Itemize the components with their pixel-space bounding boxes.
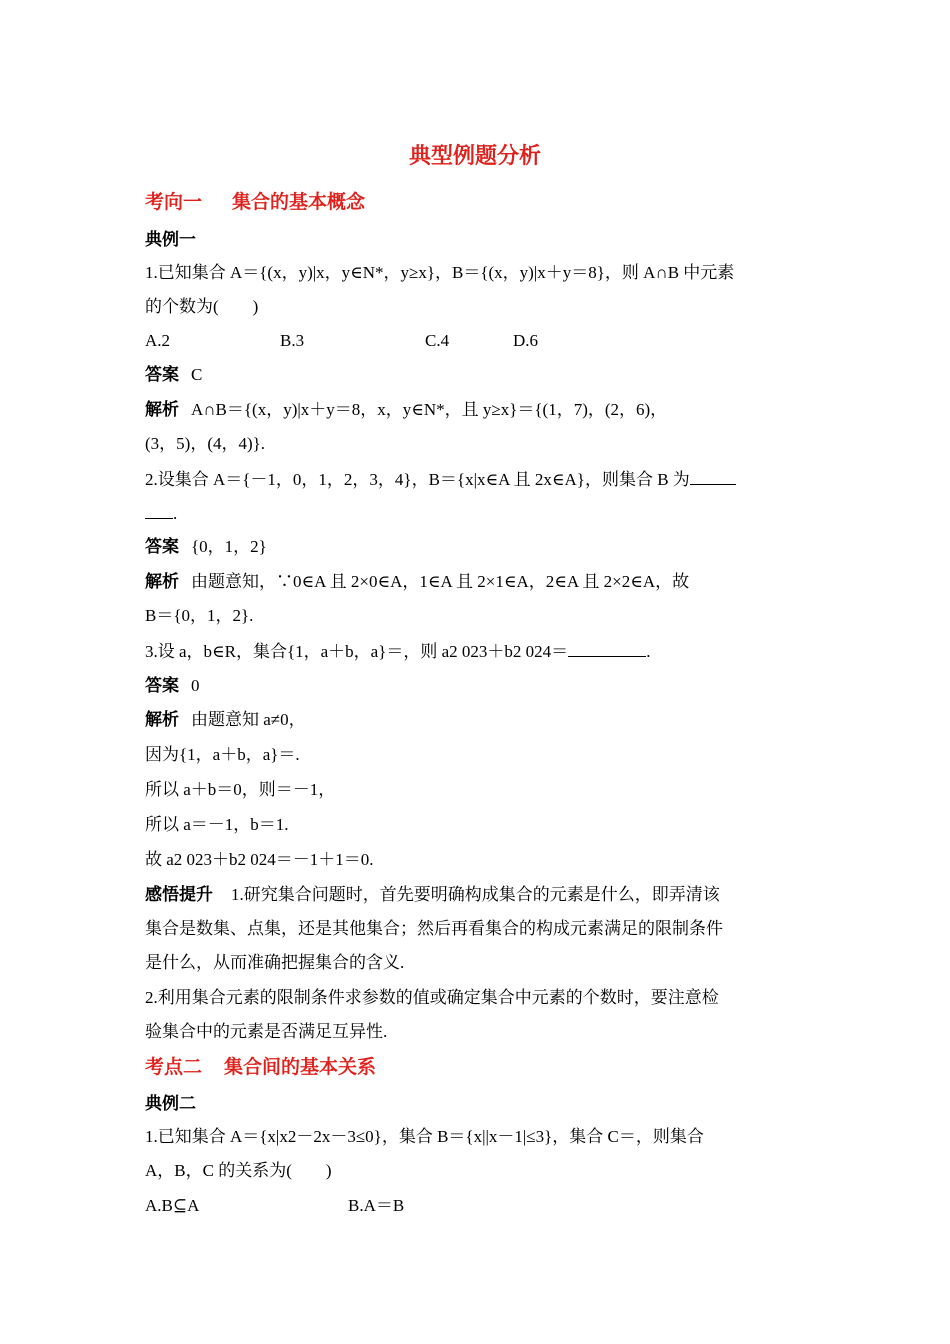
answer-1: 答案 C — [145, 365, 203, 385]
question-1-options — [145, 330, 538, 352]
analysis-2-line-2: B＝{0，1，2}. — [145, 606, 254, 625]
example-heading-1: 典例一 — [145, 230, 196, 250]
answer-blank — [690, 468, 736, 485]
analysis-2-line-1: 解析 由题意知，∵0∈A 且 2×0∈A，1∈A 且 2×1∈A，2∈A 且 2×2∈A，故 — [145, 572, 690, 592]
option-a: A.2 — [145, 331, 171, 350]
answer-2: 答案 {0，1，2} — [145, 537, 267, 557]
insight-line-3: 是什么，从而准确把握集合的含义. — [145, 953, 405, 972]
insight-line-4: 2.利用集合元素的限制条件求参数的值或确定集合中元素的个数时，要注意检 — [145, 988, 719, 1007]
question-1-line-1: 1.已知集合 A＝{(x，y)|x，y∈N*，y≥x}，B＝{(x，y)|x＋y＝8}，则 A∩B 中元素 — [145, 263, 735, 282]
insight-line-5: 验集合中的元素是否满足互异性. — [145, 1022, 388, 1041]
option-b: B.A＝B — [348, 1196, 405, 1215]
answer-blank — [145, 502, 173, 519]
analysis-1-line-1: 解析 A∩B＝{(x，y)|x＋y＝8，x，y∈N*，且 y≥x}＝{(1，7)，(2，6)， — [145, 400, 668, 420]
option-d: D.6 — [513, 331, 539, 350]
insight-line-1: 感悟提升 1.研究集合问题时，首先要明确构成集合的元素是什么，即弄清该 — [145, 885, 720, 905]
option-a: A.B⊆A — [145, 1196, 200, 1215]
question-3-line-1: 3.设 a，b∈R，集合{1，a＋b，a}＝，则 a2 023＋b2 024＝ . — [145, 642, 651, 661]
question-2-line-2: . — [145, 502, 177, 525]
analysis-3-line-4: 所以 a＝－1，b＝1. — [145, 815, 289, 834]
section-heading-2: 考点二 集合间的基本关系 — [145, 1056, 377, 1078]
question-4-line-1: 1.已知集合 A＝{x|x2－2x－3≤0}，集合 B＝{x||x－1|≤3}，集合 C＝，则集合 — [145, 1127, 704, 1146]
question-1-line-2: 的个数为( ) — [145, 297, 259, 316]
insight-line-2: 集合是数集、点集，还是其他集合；然后再看集合的构成元素满足的限制条件 — [145, 919, 723, 938]
answer-3: 答案 0 — [145, 676, 200, 696]
question-4-options — [145, 1195, 404, 1217]
analysis-3-line-3: 所以 a＋b＝0，则＝－1， — [145, 780, 336, 799]
analysis-1-line-2: (3，5)，(4，4)}. — [145, 434, 266, 453]
example-heading-2: 典例二 — [145, 1094, 196, 1114]
section-heading-1: 考向一 集合的基本概念 — [145, 191, 366, 213]
analysis-3-line-2: 因为{1，a＋b，a}＝. — [145, 745, 300, 764]
question-4-line-2: A，B，C 的关系为( ) — [145, 1161, 332, 1180]
analysis-3-line-5: 故 a2 023＋b2 024＝－1＋1＝0. — [145, 850, 374, 869]
option-c: C.4 — [425, 331, 450, 350]
analysis-3-line-1: 解析 由题意知 a≠0， — [145, 710, 306, 730]
page-title: 典型例题分析 — [408, 144, 541, 169]
option-b: B.3 — [280, 331, 305, 350]
question-2-line-1: 2.设集合 A＝{－1，0，1，2，3，4}，B＝{x|x∈A 且 2x∈A}，则集合 B 为 — [145, 468, 736, 491]
answer-blank — [568, 640, 646, 657]
